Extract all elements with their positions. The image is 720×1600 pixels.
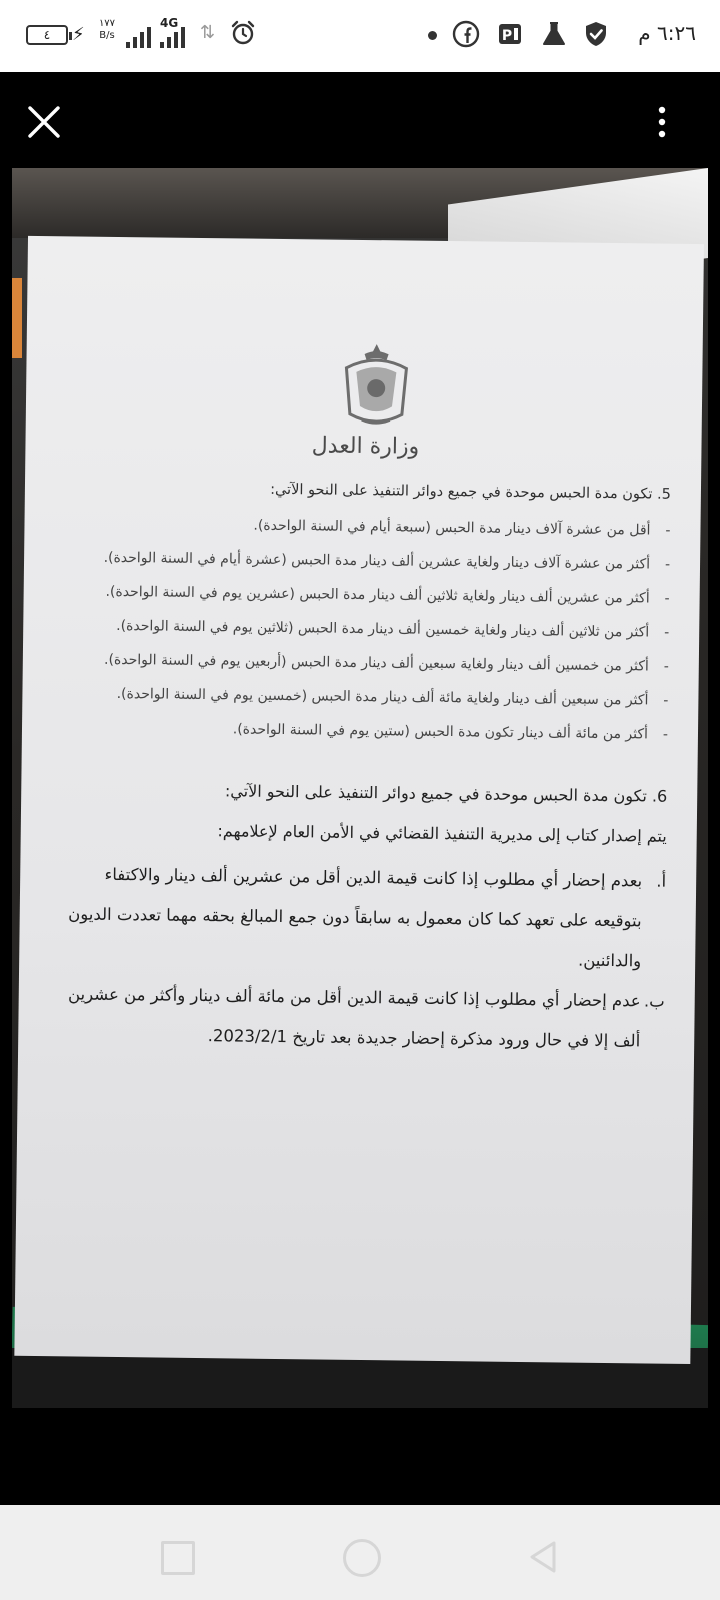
item-5-heading: 5. تكون مدة الحبس موحدة في جميع دوائر التنفيذ على النحو الآتي: <box>270 481 672 503</box>
item-6-sub-a <box>55 854 666 981</box>
network-speed <box>94 18 120 42</box>
charging-icon: ⚡ <box>72 24 85 45</box>
document-photo[interactable] <box>12 168 708 1408</box>
coat-of-arms-emblem <box>336 340 417 431</box>
flask-icon <box>540 20 568 48</box>
document-body <box>54 476 671 1061</box>
close-icon[interactable] <box>22 100 66 144</box>
network-speed-unit: B/s <box>99 30 115 41</box>
signal-icon <box>126 22 151 48</box>
item-5-bullet: - أكثر من سبعين ألف دينار ولغاية مائة ألف دينار مدة الحبس (خمسين يوم في السنة الواحدة). <box>58 678 668 715</box>
item-6-sub-b-mark: ب. <box>643 991 665 1011</box>
navigation-bar <box>0 1505 720 1600</box>
network-type: 4G <box>160 16 179 30</box>
network-speed-value: ١٧٧ <box>98 18 116 29</box>
battery-level: ٤ <box>43 28 51 42</box>
item-6-sub-b-text: عدم إحضار أي مطلوب إذا كانت قيمة الدين أقل من مائة ألف دينار وأكثر من عشرين ألف إلا في حال ورود مذكرة إحضار جديدة بعد تاريخ 2023/2/1. <box>67 984 641 1051</box>
photo-orange-edge <box>12 278 22 358</box>
item-5-bullet: - أكثر من عشرة آلاف دينار ولغاية عشرين ألف دينار مدة الحبس (عشرة أيام في السنة الواحدة). <box>60 542 670 579</box>
document-page <box>14 236 704 1364</box>
alarm-icon <box>230 20 256 46</box>
facebook-icon <box>452 20 480 48</box>
recent-apps-icon[interactable] <box>161 1541 195 1575</box>
data-transfer-icon: ⇅ <box>200 22 216 43</box>
clock-time: ٦:٢٦ م <box>638 21 696 45</box>
item-6-sub-b <box>54 974 665 1061</box>
item-5-bullet: - أكثر من ثلاثين ألف دينار ولغاية خمسين ألف دينار مدة الحبس (ثلاثين يوم في السنة الواحدة). <box>59 610 669 647</box>
status-bar <box>0 0 720 72</box>
ministry-name: وزارة العدل <box>311 433 420 460</box>
item-5-bullet: - أكثر من عشرين ألف دينار ولغاية ثلاثين ألف دينار مدة الحبس (عشرين يوم في السنة الواحدة). <box>60 576 670 613</box>
item-5-bullet: - أكثر من مائة ألف دينار تكون مدة الحبس (ستين يوم في السنة الواحدة). <box>58 712 668 749</box>
notification-dot-icon <box>428 31 437 40</box>
shield-check-icon <box>582 20 610 48</box>
signal-icon-secondary <box>160 22 185 48</box>
item-5-bullet: - أقل من عشرة آلاف دينار مدة الحبس (سبعة أيام في السنة الواحدة). <box>60 508 670 545</box>
parking-app-icon <box>496 20 524 48</box>
item-5-bullet: - أكثر من خمسين ألف دينار ولغاية سبعين ألف دينار مدة الحبس (أربعين يوم في السنة الواحدة). <box>59 644 669 681</box>
home-icon[interactable] <box>343 1539 381 1577</box>
more-options-icon[interactable] <box>640 100 684 144</box>
item-6-sub-a-mark: أ. <box>656 871 667 891</box>
back-icon[interactable] <box>526 1539 562 1575</box>
item-6-intro: يتم إصدار كتاب إلى مديرية التنفيذ القضائي في الأمن العام لإعلامهم: <box>217 821 667 846</box>
battery-icon <box>26 25 68 45</box>
item-6-sub-a-text: بعدم إحضار أي مطلوب إذا كانت قيمة الدين أقل من عشرين ألف دينار والاكتفاء بتوقيعه على تعهد كما كان معمول به سابقاً دون جمع المبالغ بحقه مهما تعددت الديون والدائنين. <box>68 864 643 971</box>
svg-text:P: P <box>501 28 513 44</box>
item-6-heading: 6. تكون مدة الحبس موحدة في جميع دوائر التنفيذ على النحو الآتي: <box>224 781 668 806</box>
